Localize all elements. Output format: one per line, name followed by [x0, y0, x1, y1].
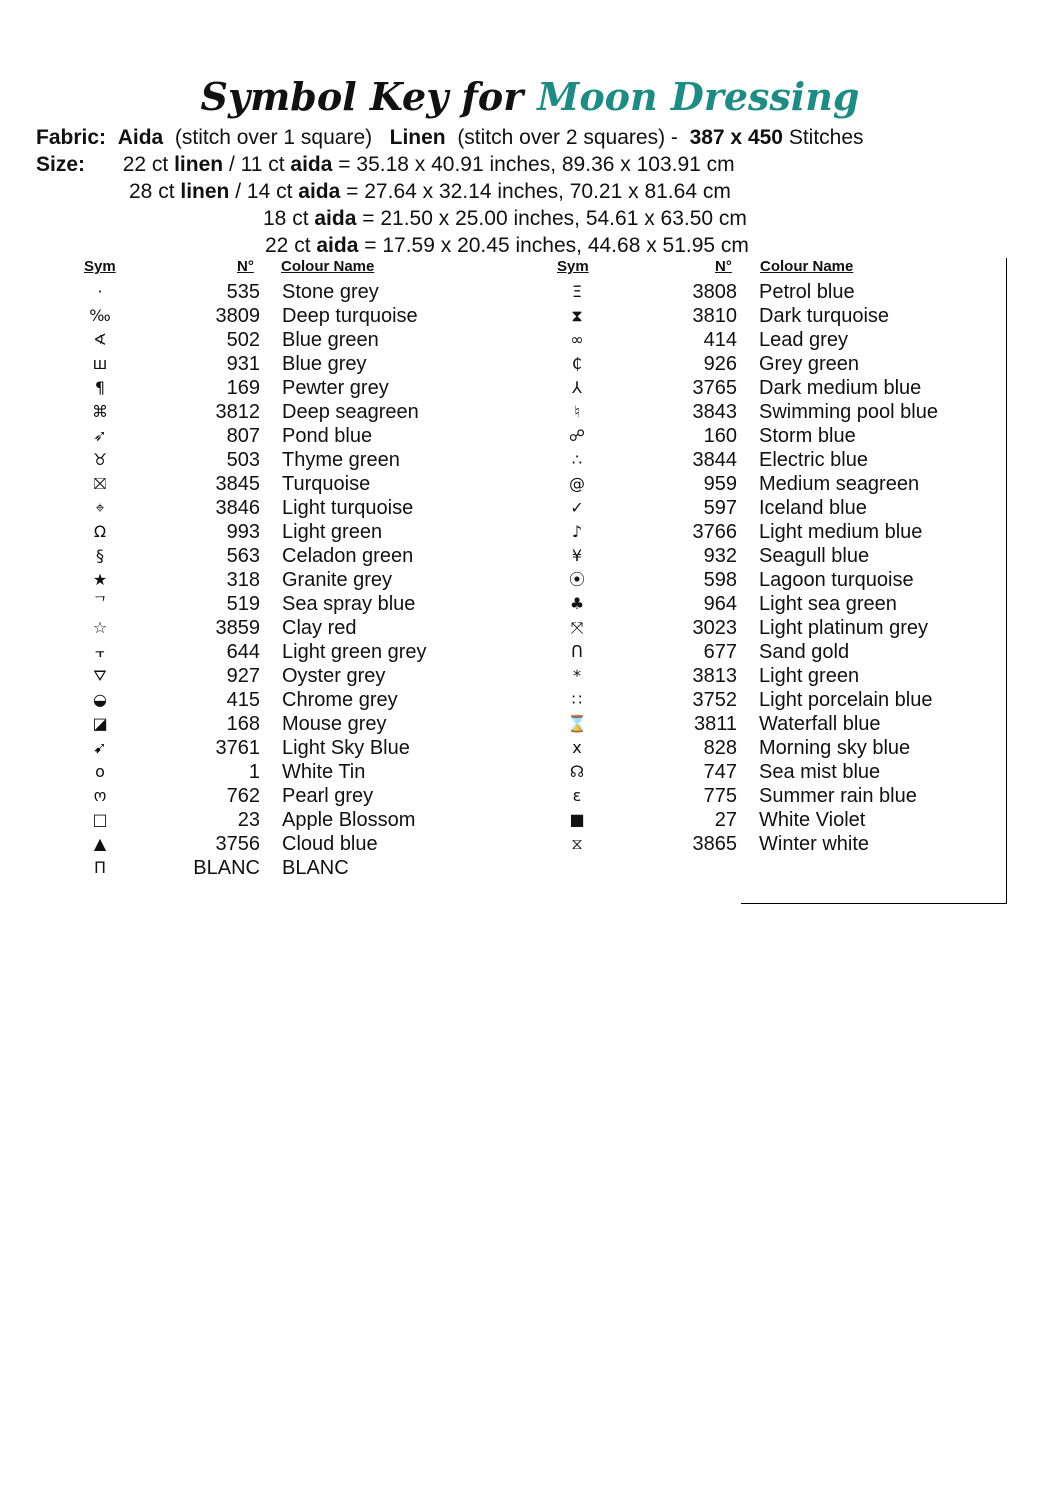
floss-number: 318 [226, 569, 260, 591]
colour-name: Light sea green [759, 593, 897, 615]
stitch-symbol-icon: · [97, 282, 103, 301]
table-row [559, 304, 999, 328]
colour-name: Light green [759, 665, 860, 687]
floss-number: 807 [226, 425, 260, 447]
fabric-aida: Aida [117, 126, 164, 149]
table-row [559, 400, 999, 424]
size-fabric: linen [180, 180, 230, 203]
stitch-symbol-icon: ᄀ [92, 594, 108, 613]
table-row [82, 736, 522, 760]
colour-name: Sea spray blue [282, 593, 416, 615]
floss-number: 3812 [215, 401, 260, 423]
fabric-linen: Linen [389, 126, 446, 149]
table-row [559, 616, 999, 640]
colour-name: Seagull blue [759, 545, 870, 567]
table-row [559, 760, 999, 784]
floss-number: 644 [226, 641, 260, 663]
table-row [82, 304, 522, 328]
size-dimensions: = 27.64 x 32.14 inches, 70.21 x 81.64 cm [346, 180, 731, 203]
table-row [559, 832, 999, 856]
table-row [82, 856, 522, 880]
floss-number: 563 [226, 545, 260, 567]
size-line-1 [36, 153, 735, 177]
size-line-4 [265, 234, 749, 258]
stitch-symbol-icon: Π [93, 858, 107, 877]
stitch-count: 387 x 450 [689, 126, 783, 149]
table-row [559, 592, 999, 616]
table-row [82, 424, 522, 448]
floss-number: 747 [703, 761, 737, 783]
colour-name: Turquoise [282, 473, 371, 495]
floss-number: 414 [703, 329, 737, 351]
table-border-right [1006, 258, 1007, 903]
table-row [559, 376, 999, 400]
table-row [82, 376, 522, 400]
stitch-symbol-icon: ⤧ [570, 618, 584, 637]
floss-number: 3023 [692, 617, 737, 639]
colour-name: Light green grey [282, 641, 427, 663]
size-dimensions: = 35.18 x 40.91 inches, 89.36 x 103.91 cm [338, 153, 735, 176]
floss-number: 598 [703, 569, 737, 591]
floss-number: 3756 [215, 833, 260, 855]
size-fabric: aida [290, 153, 333, 176]
stitch-symbol-icon: ♉ [92, 450, 108, 469]
colour-name: Deep turquoise [282, 305, 418, 327]
colour-name: White Violet [759, 809, 866, 831]
colour-name: Dark turquoise [759, 305, 890, 327]
colour-name: Granite grey [282, 569, 393, 591]
fabric-line [36, 126, 864, 150]
stitch-symbol-icon: ☍ [568, 426, 586, 445]
floss-number: 775 [703, 785, 737, 807]
table-row [82, 808, 522, 832]
size-fabric: aida [298, 180, 341, 203]
table-row [82, 448, 522, 472]
floss-number: 519 [226, 593, 260, 615]
colour-name: Mouse grey [282, 713, 387, 735]
size-count: 22 ct [122, 153, 169, 176]
colour-name: Clay red [282, 617, 357, 639]
stitch-symbol-icon: ☊ [569, 762, 585, 781]
stitch-symbol-icon: ⧗ [571, 306, 583, 325]
table-border-bottom [741, 903, 1007, 904]
table-row [559, 520, 999, 544]
floss-number: 3752 [692, 689, 737, 711]
stitch-symbol-icon: Ω [93, 522, 107, 541]
fabric-linen-note: (stitch over 2 squares) - [457, 126, 678, 149]
size-fabric: aida [316, 234, 359, 257]
size-count: 18 ct [263, 207, 309, 230]
table-row [559, 352, 999, 376]
colour-name: Light green [282, 521, 383, 543]
stitch-symbol-icon: ∢ [93, 330, 107, 349]
page-title [0, 74, 1060, 119]
colour-name: Waterfall blue [759, 713, 881, 735]
colour-name: Light platinum grey [759, 617, 928, 639]
size-count: / 11 ct [228, 153, 285, 176]
floss-number: 503 [226, 449, 260, 471]
colour-name: Blue grey [282, 353, 367, 375]
size-line-2 [129, 180, 731, 204]
colour-name: Thyme green [282, 449, 400, 471]
stitch-symbol-icon: * [573, 666, 581, 685]
colour-name: Chrome grey [282, 689, 398, 711]
floss-number: 959 [703, 473, 737, 495]
floss-number: 931 [226, 353, 260, 375]
floss-number: 3865 [692, 833, 737, 855]
stitch-symbol-icon: ◒ [93, 690, 107, 709]
colour-name: Dark medium blue [759, 377, 922, 399]
table-row [559, 472, 999, 496]
stitch-symbol-icon: ⫟ [95, 642, 105, 661]
floss-number: 932 [703, 545, 737, 567]
colour-name: Deep seagreen [282, 401, 419, 423]
floss-number: BLANC [193, 857, 260, 879]
stitch-symbol-icon: ო [93, 786, 107, 805]
stitch-symbol-icon: ⛛ [93, 666, 107, 685]
fabric-label: Fabric: [36, 126, 107, 149]
table-row [559, 544, 999, 568]
stitch-symbol-icon: § [96, 546, 104, 565]
floss-number: 3813 [692, 665, 737, 687]
column-header-number: N° [237, 258, 254, 275]
table-row [559, 280, 999, 304]
table-row [559, 568, 999, 592]
table-row [82, 664, 522, 688]
floss-number: 160 [703, 425, 737, 447]
table-row [559, 496, 999, 520]
table-row [559, 328, 999, 352]
floss-number: 3843 [692, 401, 737, 423]
table-row [82, 832, 522, 856]
stitch-symbol-icon: ∞ [570, 330, 584, 349]
stitch-symbol-icon: ▲ [93, 834, 107, 853]
stitch-symbol-icon: ᑎ [571, 642, 583, 661]
floss-number: 3811 [693, 713, 737, 735]
table-row [82, 544, 522, 568]
table-row [82, 496, 522, 520]
stitch-symbol-icon: ш [92, 354, 108, 373]
title-pattern-name: Moon Dressing [537, 74, 860, 119]
floss-number: 169 [226, 377, 260, 399]
table-row [82, 592, 522, 616]
floss-number: 3845 [215, 473, 260, 495]
colour-name: Winter white [759, 833, 870, 855]
size-count: 22 ct [265, 234, 311, 257]
table-row [559, 808, 999, 832]
colour-name: Summer rain blue [759, 785, 917, 807]
colour-name: Lead grey [759, 329, 848, 351]
column-header-colour-name: Colour Name [760, 258, 854, 275]
table-row [559, 784, 999, 808]
stitch-symbol-icon: ➹ [93, 738, 107, 757]
stitch-symbol-icon: □ [92, 810, 108, 829]
stitch-symbol-icon: ⌖ [95, 498, 105, 517]
stitch-symbol-icon: ⌛ [567, 714, 587, 733]
stitch-symbol-icon: ₵ [571, 354, 583, 373]
floss-number: 927 [226, 665, 260, 687]
stitch-symbol-icon: o [95, 762, 105, 781]
colour-name: Light turquoise [282, 497, 414, 519]
colour-name: Stone grey [282, 281, 379, 303]
colour-name: Sand gold [759, 641, 850, 663]
colour-name: Celadon green [282, 545, 414, 567]
stitch-symbol-icon: ✓ [570, 498, 584, 517]
stitch-symbol-icon: Ξ [571, 282, 583, 301]
stitch-symbol-icon: ⌘ [92, 402, 108, 421]
stitch-symbol-icon: x [572, 738, 582, 757]
table-row [82, 472, 522, 496]
colour-name: Petrol blue [759, 281, 855, 303]
stitch-label: Stitches [788, 126, 864, 149]
floss-number: 3844 [692, 449, 737, 471]
colour-name: BLANC [282, 857, 349, 879]
table-row [82, 352, 522, 376]
size-fabric: linen [174, 153, 224, 176]
table-row [82, 616, 522, 640]
table-row [82, 568, 522, 592]
table-row [82, 640, 522, 664]
stitch-symbol-icon: ɛ [572, 786, 582, 805]
stitch-symbol-icon: ⦿ [568, 570, 585, 589]
floss-number: 27 [714, 809, 737, 831]
size-dimensions: = 17.59 x 20.45 inches, 44.68 x 51.95 cm [364, 234, 749, 257]
table-row [559, 664, 999, 688]
colour-name: White Tin [282, 761, 366, 783]
table-row [82, 784, 522, 808]
colour-name: Pewter grey [282, 377, 389, 399]
floss-number: 3808 [692, 281, 737, 303]
stitch-symbol-icon: ★ [92, 570, 108, 589]
floss-number: 3859 [215, 617, 260, 639]
table-row [82, 712, 522, 736]
table-row [559, 448, 999, 472]
colour-name: Oyster grey [282, 665, 386, 687]
floss-number: 1 [248, 761, 260, 783]
stitch-symbol-icon: ■ [569, 810, 585, 829]
floss-number: 3766 [692, 521, 737, 543]
floss-number: 762 [226, 785, 260, 807]
column-header-sym: Sym [557, 258, 589, 275]
table-row [82, 328, 522, 352]
floss-number: 23 [237, 809, 260, 831]
stitch-symbol-icon: ➶ [93, 426, 107, 445]
table-row [82, 520, 522, 544]
colour-name: Light medium blue [759, 521, 923, 543]
size-label: Size: [36, 153, 86, 176]
colour-name: Swimming pool blue [759, 401, 938, 423]
floss-number: 168 [226, 713, 260, 735]
stitch-symbol-icon: ◪ [92, 714, 108, 733]
floss-number: 926 [703, 353, 737, 375]
floss-number: 535 [226, 281, 260, 303]
stitch-symbol-icon: ♣ [569, 594, 585, 613]
size-count: 28 ct [129, 180, 175, 203]
colour-name: Pond blue [282, 425, 373, 447]
colour-name: Medium seagreen [759, 473, 920, 495]
stitch-symbol-icon: ♪ [571, 522, 583, 541]
table-row [82, 760, 522, 784]
table-row [82, 400, 522, 424]
stitch-symbol-icon: ‰ [89, 306, 111, 325]
stitch-symbol-icon: ∴ [571, 450, 583, 469]
table-row [82, 688, 522, 712]
colour-name: Apple Blossom [282, 809, 416, 831]
column-header-colour-name: Colour Name [281, 258, 375, 275]
floss-number: 597 [703, 497, 737, 519]
size-fabric: aida [314, 207, 357, 230]
floss-number: 3761 [215, 737, 260, 759]
colour-name: Electric blue [759, 449, 868, 471]
size-line-3 [263, 207, 747, 231]
size-count: / 14 ct [235, 180, 293, 203]
floss-number: 3810 [692, 305, 737, 327]
floss-number: 677 [703, 641, 737, 663]
floss-number: 502 [226, 329, 260, 351]
floss-number: 3846 [215, 497, 260, 519]
table-row [559, 424, 999, 448]
table-row [559, 688, 999, 712]
stitch-symbol-icon: ¶ [94, 378, 106, 397]
fabric-aida-note: (stitch over 1 square) [174, 126, 373, 149]
table-row [82, 280, 522, 304]
stitch-symbol-icon: ∷ [571, 690, 583, 709]
colour-name: Blue green [282, 329, 379, 351]
stitch-symbol-icon: ⅄ [572, 378, 582, 397]
column-header-number: N° [715, 258, 732, 275]
colour-name: Iceland blue [759, 497, 867, 519]
colour-name: Morning sky blue [759, 737, 911, 759]
colour-name: Cloud blue [282, 833, 378, 855]
stitch-symbol-icon: @ [569, 474, 585, 493]
floss-number: 3809 [215, 305, 260, 327]
stitch-symbol-icon: ¥ [571, 546, 583, 565]
colour-name: Light porcelain blue [759, 689, 933, 711]
stitch-symbol-icon: ⧖ [571, 834, 583, 853]
floss-number: 3765 [692, 377, 737, 399]
title-prefix: Symbol Key for [200, 74, 524, 119]
floss-number: 993 [226, 521, 260, 543]
floss-number: 415 [226, 689, 260, 711]
colour-name: Sea mist blue [759, 761, 881, 783]
colour-name: Light Sky Blue [282, 737, 410, 759]
table-row [559, 640, 999, 664]
floss-number: 828 [703, 737, 737, 759]
stitch-symbol-icon: ♮ [574, 402, 580, 421]
stitch-symbol-icon: ☆ [92, 618, 108, 637]
table-row [559, 712, 999, 736]
table-row [559, 736, 999, 760]
colour-name: Pearl grey [282, 785, 374, 807]
stitch-symbol-icon: ⛝ [93, 474, 107, 493]
colour-name: Lagoon turquoise [759, 569, 914, 591]
column-header-sym: Sym [84, 258, 116, 275]
floss-number: 964 [703, 593, 737, 615]
colour-name: Grey green [759, 353, 860, 375]
size-dimensions: = 21.50 x 25.00 inches, 54.61 x 63.50 cm [362, 207, 747, 230]
colour-name: Storm blue [759, 425, 856, 447]
